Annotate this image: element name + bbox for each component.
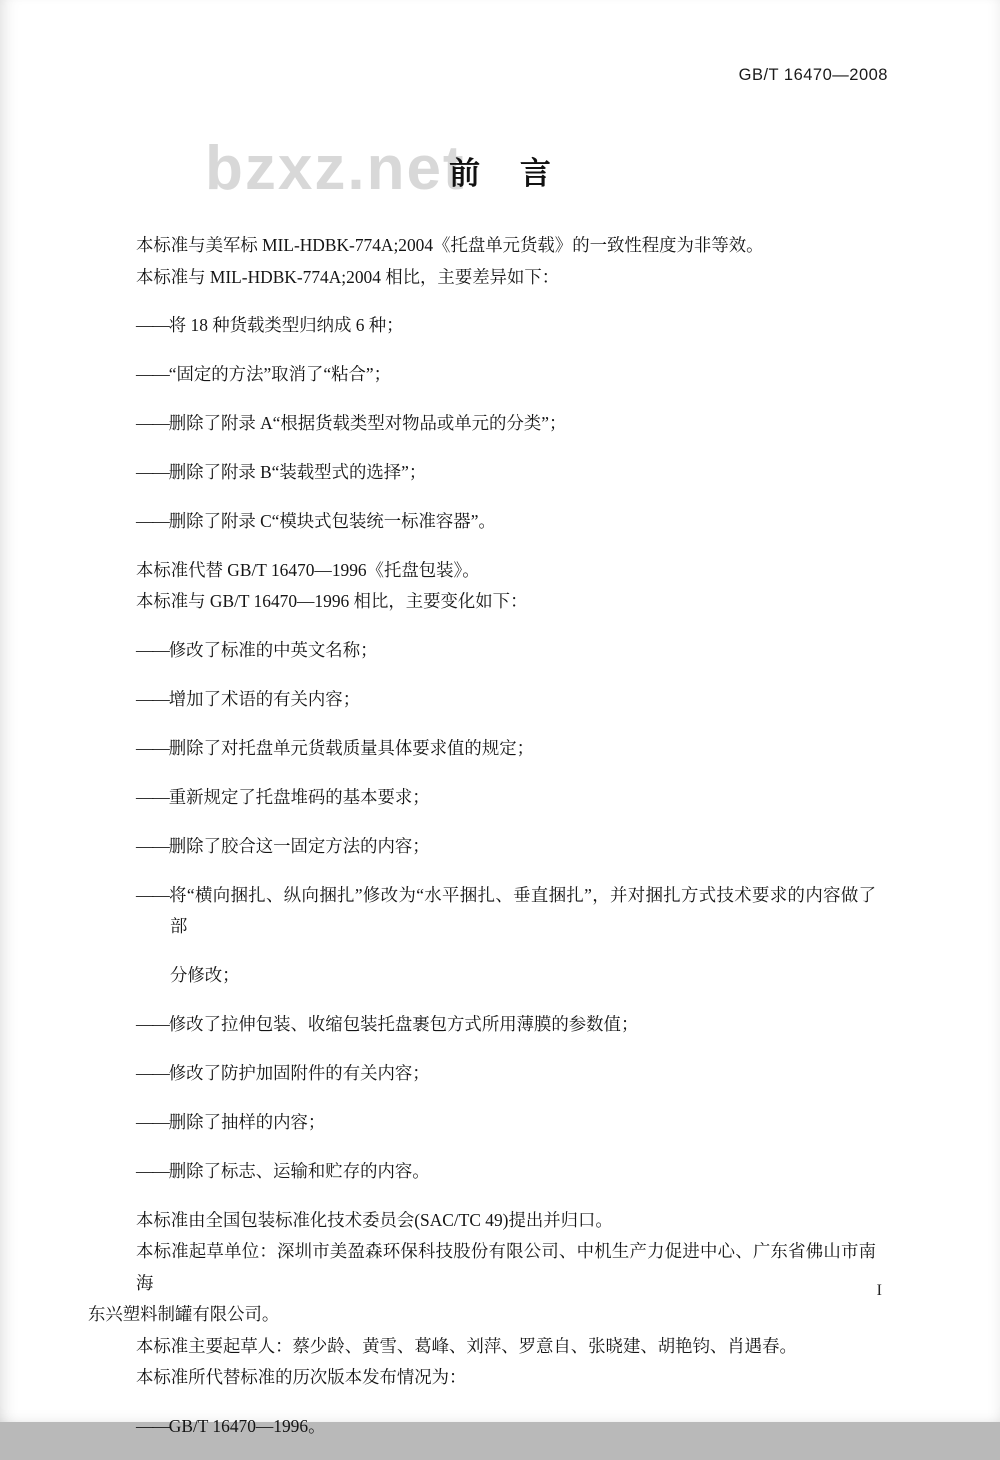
watermark-text: bzxz.net [205,134,466,203]
dash-marker: —— [136,364,169,385]
list-item [136,635,876,667]
list-item [136,408,876,440]
paragraph: 本标准代替 GB/T 16470—1996《托盘包装》。 [136,559,480,580]
paragraph: 本标准与 GB/T 16470—1996 相比，主要变化如下： [136,591,528,612]
list-item [136,880,876,943]
list-item-continuation: 分修改； [170,965,240,986]
list-item [136,1411,876,1443]
paragraph: 本标准与美军标 MIL-HDBK-774A;2004《托盘单元货载》的一致性程度为非等效。 [136,235,764,255]
list-item [136,733,876,765]
list-item-text: 删除了对托盘单元货载质量具体要求值的规定； [168,738,534,759]
list-item [136,1107,876,1139]
dash-marker: —— [136,315,169,336]
list-item-text: 重新规定了托盘堆码的基本要求； [168,786,430,807]
dash-marker: —— [136,786,169,807]
list-item [136,359,876,391]
dash-marker: —— [136,1013,169,1034]
list-item [136,506,876,538]
list-item [136,457,876,489]
list-item-text: 将 18 种货载类型归纳成 6 种； [168,315,404,336]
dash-marker: —— [136,738,169,759]
list-item [136,1058,876,1090]
dash-marker: —— [136,884,169,905]
dash-marker: —— [136,1415,169,1436]
list-item-text: 删除了抽样的内容； [168,1111,326,1132]
list-item [136,1156,876,1188]
dash-marker: —— [136,1111,169,1132]
list-item [136,684,876,716]
dash-marker: —— [136,640,169,661]
dash-marker: —— [136,835,169,856]
list-item [136,782,876,814]
page-title: 前 言 [449,156,567,191]
dash-marker: —— [136,510,169,531]
paragraph: 本标准主要起草人：蔡少龄、黄雪、葛峰、刘萍、罗意自、张晓建、胡艳钧、肖遇春。 [136,1335,797,1356]
paragraph-continuation: 东兴塑料制罐有限公司。 [88,1304,280,1325]
list-item-text: 将“横向捆扎、纵向捆扎”修改为“水平捆扎、垂直捆扎”，并对捆扎方式技术要求的内容做了部 [168,884,876,937]
dash-marker: —— [136,413,169,434]
list-item-text: 删除了胶合这一固定方法的内容； [168,835,430,856]
dash-marker: —— [136,462,169,483]
list-item-text: 删除了附录 C“模块式包装统一标准容器”。 [168,510,496,531]
list-item-text: 修改了标准的中英文名称； [168,640,378,661]
paragraph: 本标准由全国包装标准化技术委员会(SAC/TC 49)提出并归口。 [136,1209,613,1230]
list-item [136,831,876,863]
paragraph: 本标准与 MIL-HDBK-774A;2004 相比，主要差异如下： [136,266,560,287]
list-item-text: 修改了防护加固附件的有关内容； [168,1062,430,1083]
dash-marker: —— [136,689,169,710]
list-item [136,1009,876,1041]
dash-marker: —— [136,1160,169,1181]
paragraph: 本标准起草单位：深圳市美盈森环保科技股份有限公司、中机生产力促进中心、广东省佛山市南海 [136,1241,876,1293]
list-item-text: 删除了附录 B“装载型式的选择”； [168,462,427,483]
dash-marker: —— [136,1062,169,1083]
list-item-text: 增加了术语的有关内容； [168,689,361,710]
list-item-text: GB/T 16470—1996。 [168,1415,326,1436]
list-item-text: 删除了标志、运输和贮存的内容。 [168,1160,430,1181]
list-item-text: “固定的方法”取消了“粘合”； [168,364,391,385]
list-item-text: 删除了附录 A“根据货载类型对物品或单元的分类”； [168,413,567,434]
document-body [88,230,876,1460]
page-number: I [876,1282,882,1299]
paragraph: 本标准所代替标准的历次版本发布情况为： [136,1367,467,1388]
list-item [136,310,876,342]
page-header-standard-code: GB/T 16470—2008 [738,66,888,84]
list-item-text: 修改了拉伸包装、收缩包装托盘裹包方式所用薄膜的参数值； [168,1013,639,1034]
